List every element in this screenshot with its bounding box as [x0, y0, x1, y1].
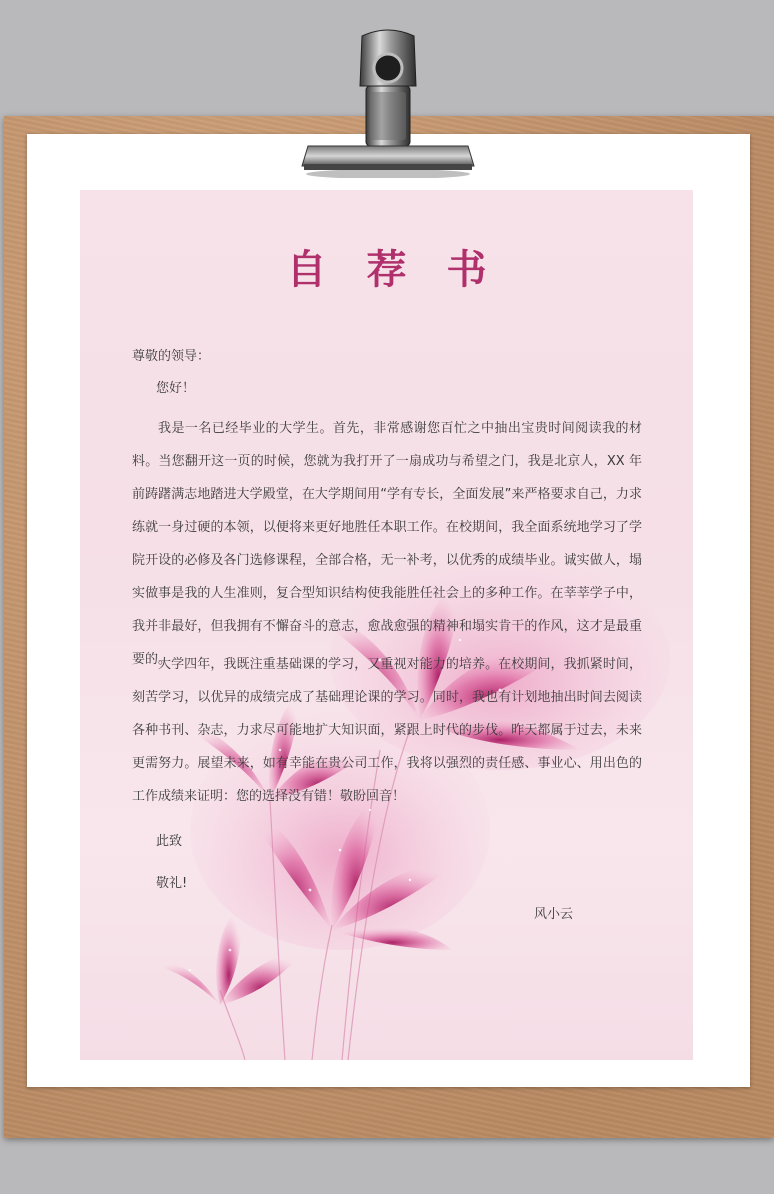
closing-line-2: 敬礼!: [156, 876, 188, 891]
salutation: 尊敬的领导：: [132, 349, 211, 364]
letter-sheet: [80, 190, 693, 1060]
signature: 风小云: [534, 907, 574, 922]
letter-title: 自荐书: [286, 246, 527, 293]
body-paragraph-2: 大学四年，我既注重基础课的学习，又重视对能力的培养。在校期间，我抓紧时间，刻苦学习，以优异的成绩完成了基础理论课的学习。同时，我也有计划地抽出时间去阅读各种书刊、杂志，力求尽可能地扩大知识面，紧跟上时代的步伐。昨天都属于过去，未来更需努力。展望未来，如有幸能在贵公司工作，我将以强烈的责任感、事业心、用出色的工作成绩来证明：您的选择没有错！敬盼回音！: [132, 657, 642, 804]
greeting: 您好！: [156, 381, 196, 396]
body-paragraph-1: 我是一名已经毕业的大学生。首先，非常感谢您百忙之中抽出宝贵时间阅读我的材料。当您翻开这一页的时候，您就为我打开了一扇成功与希望之门，我是北京人，XX 年前踌躇满志地踏进大学殿堂，在大学期间用“学有专长，全面发展”来严格要求自己，力求练就一身过硬的本领，以便将来更好地胜任本职工作。在校期间，我全面系统地学习了学院开设的必修及各门选修课程，全部合格，无一补考，以优秀的成绩毕业。诚实做人，塌实做事是我的人生准则，复合型知识结构使我能胜任社会上的多种工作。在莘莘学子中，我并非最好，但我拥有不懈奋斗的意志，愈战愈强的精神和塌实肯干的作风，这才是最重要的。: [132, 421, 642, 667]
closing-line-1: 此致: [156, 834, 183, 849]
binder-clip-icon: [300, 26, 476, 178]
